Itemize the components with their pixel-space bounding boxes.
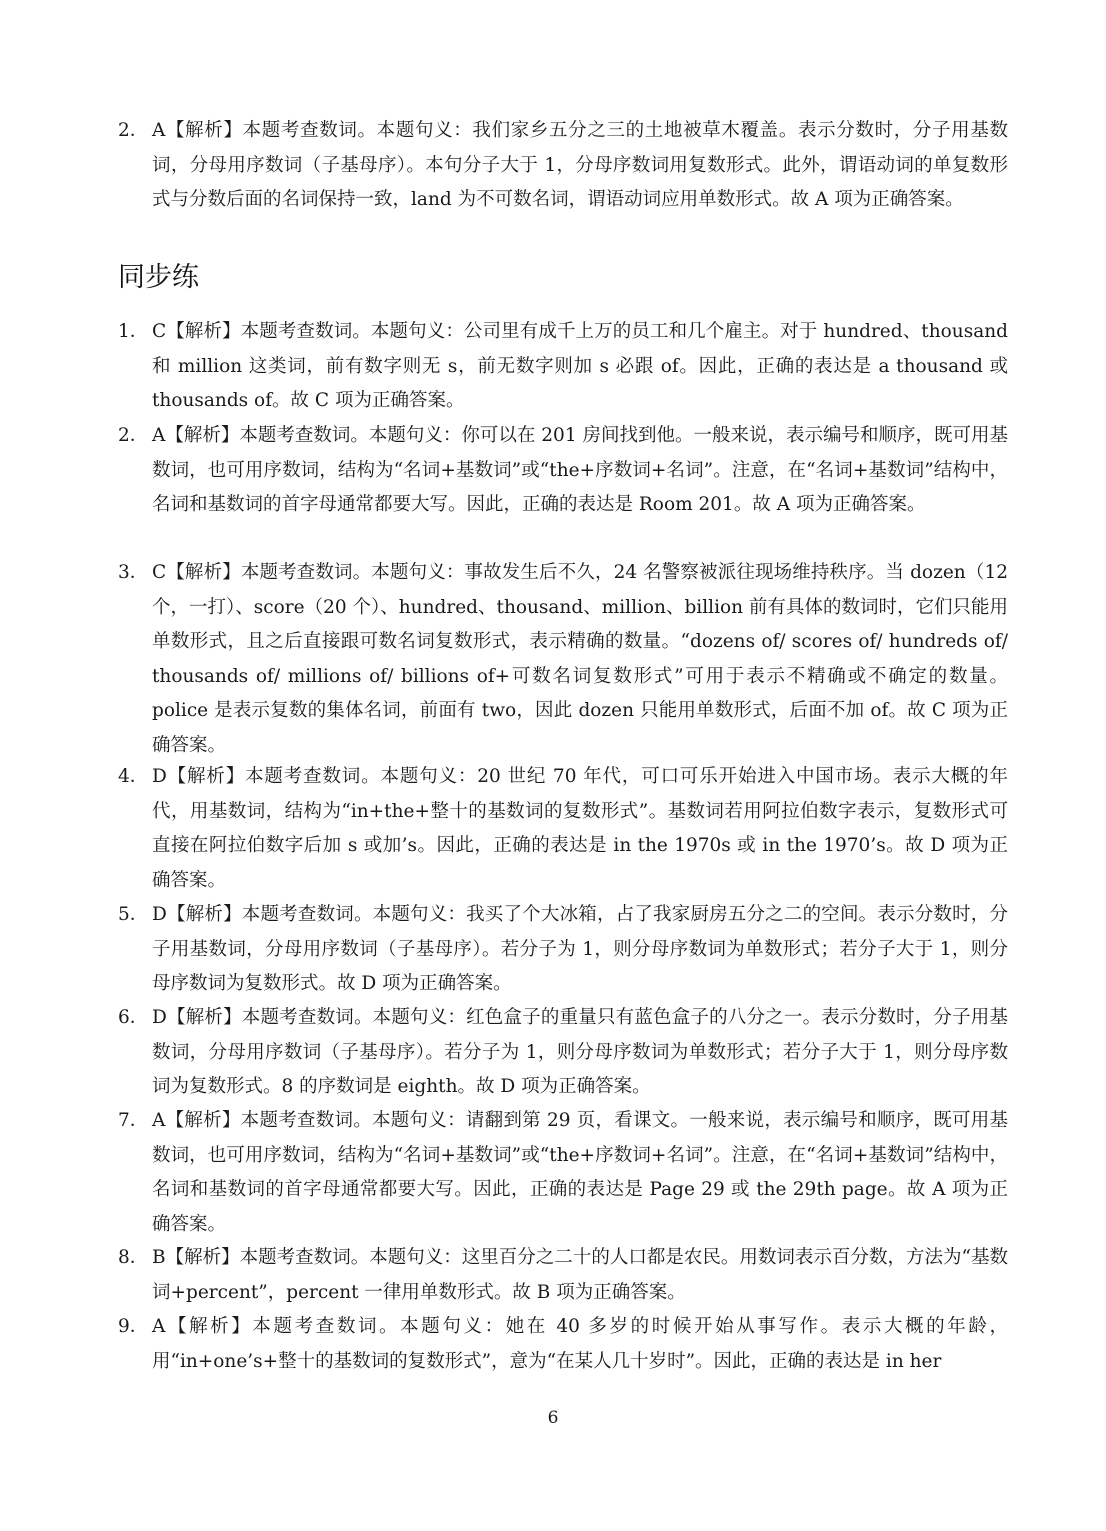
answer-item-6 [118, 1001, 1008, 1105]
item-number: 7． [118, 1110, 149, 1131]
item-number: 9． [118, 1316, 149, 1337]
item-explanation: D【解析】本题考查数词。本题句义：20 世纪 70 年代，可口可乐开始进入中国市场。表示大概的年代，用基数词，结构为“in+the+整十的基数词的复数形式”。基数词若用阿拉伯数字表示，复数形式可直接在阿拉伯数字后加 s 或加’s。因此，正确的表达是 in the 1970s 或 in the 1970’s。故 D 项为正确答案。 [152, 766, 1008, 891]
item-number: 3． [118, 562, 149, 583]
answer-item-8 [118, 1241, 1008, 1310]
answer-item-1 [118, 315, 1008, 419]
item-number: 6． [118, 1007, 149, 1028]
item-explanation: A【解析】本题考查数词。本题句义：她在 40 多岁的时候开始从事写作。表示大概的年龄，用“in+one’s+整十的基数词的复数形式”，意为“在某人几十岁时”。因此，正确的表达是 in her [152, 1316, 1008, 1372]
item-explanation: C【解析】本题考查数词。本题句义：事故发生后不久，24 名警察被派往现场维持秩序。当 dozen（12 个，一打）、score（20 个）、hundred、thousand、million、billion 前有具体的数词时，它们只能用单数形式，且之后直接跟可数名词复数形式，表示精确的数量。“dozens of/ scores of/ hundreds of/ thousands of/ millions of/ billions of+可数名词复数形式”可用于表示不精确或不确定的数量。police 是表示复数的集体名词，前面有 two，因此 dozen 只能用单数形式，后面不加 of。故 C 项为正确答案。 [152, 562, 1008, 756]
answer-item-2 [118, 419, 1008, 523]
item-explanation: D【解析】本题考查数词。本题句义：红色盒子的重量只有蓝色盒子的八分之一。表示分数时，分子用基数词，分母用序数词（子基母序）。若分子为 1，则分母序数词为单数形式；若分子大于 1，则分母序数词为复数形式。8 的序数词是 eighth。故 D 项为正确答案。 [152, 1007, 1008, 1097]
answer-item-3 [118, 556, 1008, 763]
section-heading: 同步练 [118, 262, 199, 293]
item-number: 2． [118, 120, 149, 141]
item-explanation: C【解析】本题考查数词。本题句义：公司里有成千上万的员工和几个雇主。对于 hundred、thousand 和 million 这类词，前有数字则无 s，前无数字则加 s 必跟 of。因此，正确的表达是 a thousand 或 thousands of。故 C 项为正确答案。 [152, 321, 1008, 411]
item-explanation: A【解析】本题考查数词。本题句义：你可以在 201 房间找到他。一般来说，表示编号和顺序，既可用基数词，也可用序数词，结构为“名词+基数词”或“the+序数词+名词”。注意，在“名词+基数词”结构中，名词和基数词的首字母通常都要大写。因此，正确的表达是 Room 201。故 A 项为正确答案。 [152, 425, 1008, 515]
answer-item-5 [118, 898, 1008, 1002]
item-number: 5． [118, 904, 149, 925]
item-explanation: B【解析】本题考查数词。本题句义：这里百分之二十的人口都是农民。用数词表示百分数，方法为“基数词+percent”，percent 一律用单数形式。故 B 项为正确答案。 [152, 1247, 1008, 1303]
item-explanation: A【解析】本题考查数词。本题句义：请翻到第 29 页，看课文。一般来说，表示编号和顺序，既可用基数词，也可用序数词，结构为“名词+基数词”或“the+序数词+名词”。注意，在“名词+基数词”结构中，名词和基数词的首字母通常都要大写。因此，正确的表达是 Page 29 或 the 29th page。故 A 项为正确答案。 [152, 1110, 1008, 1235]
item-number: 8． [118, 1247, 149, 1268]
answer-item-2-previous-section [118, 114, 1008, 218]
answer-item-9 [118, 1310, 1008, 1379]
item-explanation: A【解析】本题考查数词。本题句义：我们家乡五分之三的土地被草木覆盖。表示分数时，分子用基数词，分母用序数词（子基母序）。本句分子大于 1，分母序数词用复数形式。此外，谓语动词的单复数形式与分数后面的名词保持一致，land 为不可数名词，谓语动词应用单数形式。故 A 项为正确答案。 [152, 120, 1008, 210]
item-number: 4． [118, 766, 149, 787]
item-number: 2． [118, 425, 149, 446]
item-number: 1． [118, 321, 149, 342]
answer-item-7 [118, 1104, 1008, 1242]
item-explanation: D【解析】本题考查数词。本题句义：我买了个大冰箱，占了我家厨房五分之二的空间。表示分数时，分子用基数词，分母用序数词（子基母序）。若分子为 1，则分母序数词为单数形式；若分子大于 1，则分母序数词为复数形式。故 D 项为正确答案。 [152, 904, 1008, 994]
page-number: 6 [547, 1408, 559, 1428]
answer-item-4 [118, 760, 1008, 898]
